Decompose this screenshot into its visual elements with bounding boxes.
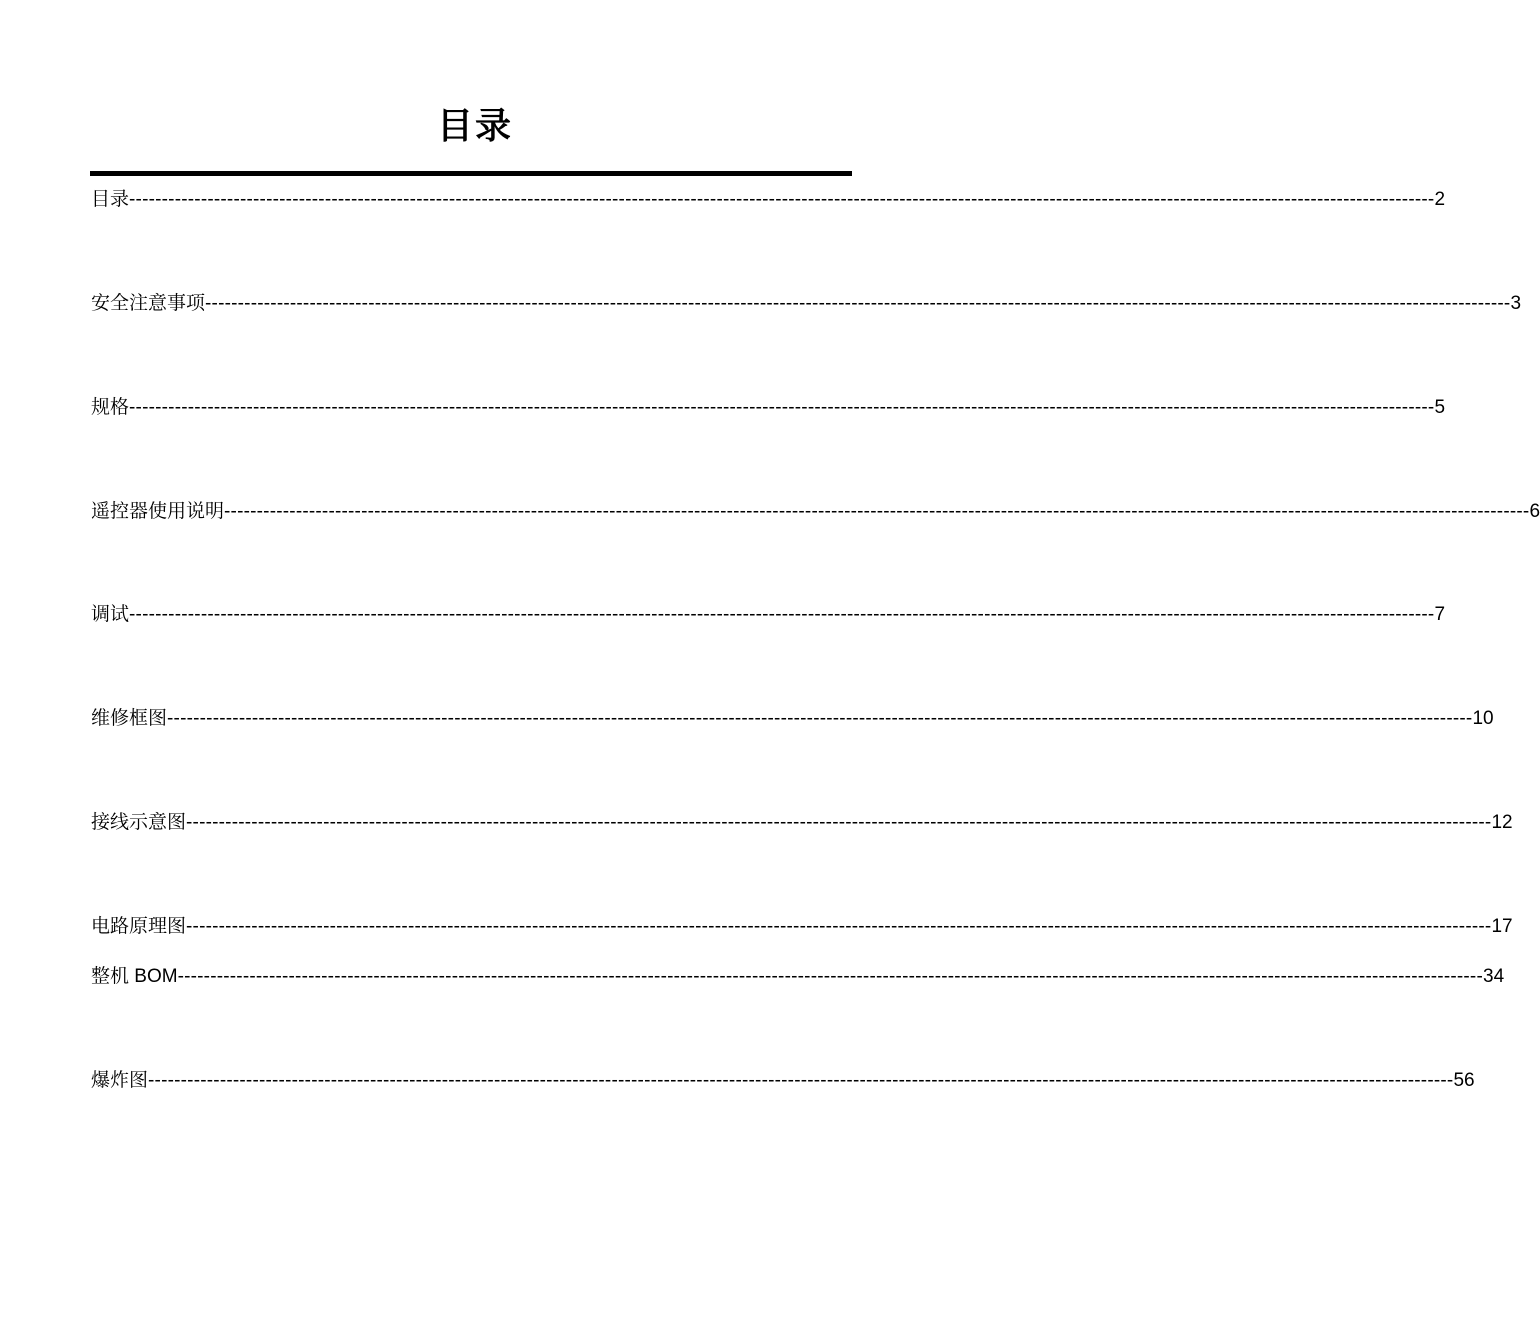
- toc-entry-page: 6: [1529, 501, 1540, 522]
- dot-leader: --------------------------------------------------------------------------------------------------------------------------------------------------------------------------------------------------------: [177, 966, 1483, 987]
- dot-leader: --------------------------------------------------------------------------------------------------------------------------------------------------------------------------------------------------------: [129, 397, 1435, 418]
- dot-leader: --------------------------------------------------------------------------------------------------------------------------------------------------------------------------------------------------------: [129, 189, 1435, 210]
- page-title: 目录: [436, 105, 513, 146]
- title-divider: [90, 171, 852, 176]
- dot-leader: --------------------------------------------------------------------------------------------------------------------------------------------------------------------------------------------------------: [129, 604, 1435, 625]
- dot-leader: --------------------------------------------------------------------------------------------------------------------------------------------------------------------------------------------------------: [148, 1070, 1454, 1091]
- toc-entry-wiring[interactable]: [91, 810, 1513, 836]
- toc-entry-label: 遥控器使用说明: [91, 501, 225, 522]
- toc-entry-debug[interactable]: [91, 602, 1446, 628]
- toc-entry-label: 爆炸图: [91, 1070, 149, 1091]
- toc-entry-bom[interactable]: [91, 964, 1505, 990]
- toc-entry-contents[interactable]: [91, 187, 1446, 213]
- toc-entry-specs[interactable]: [91, 395, 1446, 421]
- toc-entry-safety[interactable]: [91, 291, 1522, 317]
- toc-entry-page: 7: [1434, 604, 1446, 625]
- toc-entry-label: 调试: [91, 604, 130, 625]
- toc-entry-page: 5: [1434, 397, 1446, 418]
- toc-entry-label: 目录: [91, 189, 130, 210]
- toc-entry-remote[interactable]: [91, 499, 1540, 525]
- toc-entry-page: 56: [1453, 1070, 1475, 1091]
- dot-leader: --------------------------------------------------------------------------------------------------------------------------------------------------------------------------------------------------------: [167, 708, 1473, 729]
- dot-leader: --------------------------------------------------------------------------------------------------------------------------------------------------------------------------------------------------------: [205, 293, 1511, 314]
- toc-entry-exploded-view[interactable]: [91, 1068, 1475, 1094]
- toc-entry-page: 3: [1510, 293, 1522, 314]
- toc-entry-page: 10: [1472, 708, 1494, 729]
- toc-entry-page: 2: [1434, 189, 1446, 210]
- toc-entry-label: 规格: [91, 397, 130, 418]
- dot-leader: --------------------------------------------------------------------------------------------------------------------------------------------------------------------------------------------------------: [186, 916, 1492, 937]
- toc-entry-page: 12: [1491, 812, 1513, 833]
- toc-entry-label: 整机 BOM: [91, 966, 178, 987]
- toc-entry-label: 安全注意事项: [91, 293, 206, 314]
- dot-leader: --------------------------------------------------------------------------------------------------------------------------------------------------------------------------------------------------------: [186, 812, 1492, 833]
- toc-entry-page: 34: [1483, 966, 1505, 987]
- toc-entry-label: 维修框图: [91, 708, 168, 729]
- toc-entry-block-diagram[interactable]: [91, 706, 1494, 732]
- toc-entry-page: 17: [1491, 916, 1513, 937]
- toc-entry-label: 接线示意图: [91, 812, 187, 833]
- toc-entry-schematic[interactable]: [91, 914, 1513, 940]
- toc-entry-label: 电路原理图: [91, 916, 187, 937]
- dot-leader: --------------------------------------------------------------------------------------------------------------------------------------------------------------------------------------------------------: [224, 501, 1530, 522]
